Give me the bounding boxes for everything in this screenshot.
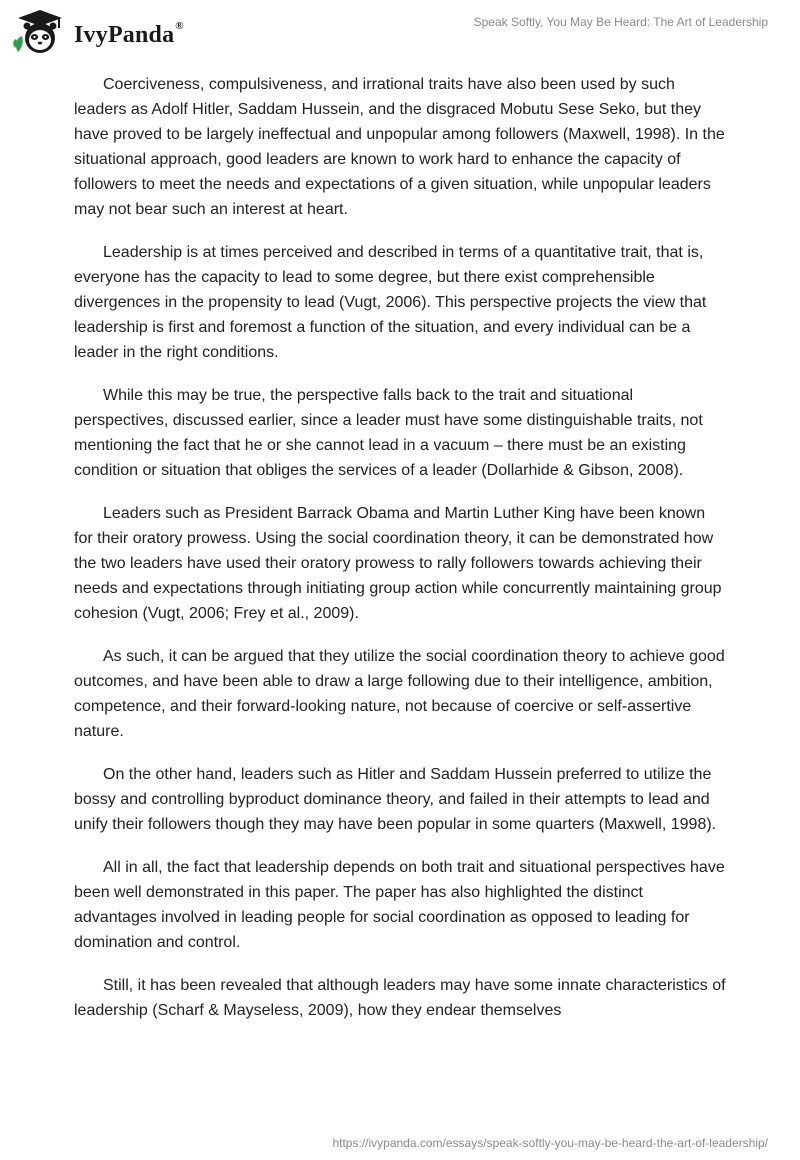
paragraph: While this may be true, the perspective falls back to the trait and situational perspectives, discussed earlier, since a leader must have some distinguishable traits, not mentioning the fact that he or she cannot lead in a vacuum – there must be an existing condition or situation that obliges the services of a leader (Dollarhide & Gibson, 2008). bbox=[74, 387, 703, 479]
ivypanda-logo[interactable] bbox=[12, 8, 184, 56]
footer-url[interactable]: https://ivypanda.com/essays/speak-softly-you-may-be-heard-the-art-of-leadership/ bbox=[332, 1136, 768, 1150]
paragraph: Coerciveness, compulsiveness, and irrational traits have also been used by such leaders as Adolf Hitler, Saddam Hussein, and the disgraced Mobutu Sese Seko, but they have proved to be largely ineffectual and unpopular among followers (Maxwell, 1998). In the situational approach, good leaders are known to work hard to enhance the capacity of followers to meet the needs and expectations of a given situation, while unpopular leaders may not bear such an interest at heart. bbox=[74, 76, 725, 218]
paragraph: As such, it can be argued that they utilize the social coordination theory to achieve good outcomes, and have been able to draw a large following due to their intelligence, ambition, competence, and their forward-looking nature, not because of coercive or self-assertive nature. bbox=[74, 648, 725, 740]
essay-body bbox=[74, 72, 726, 1041]
paragraph: On the other hand, leaders such as Hitler and Saddam Hussein preferred to utilize the bossy and controlling byproduct dominance theory, and failed in their attempts to lead and unify their followers though they may have been popular in some quarters (Maxwell, 1998). bbox=[74, 766, 717, 833]
brand-name: IvyPanda® bbox=[74, 19, 184, 48]
paragraph: All in all, the fact that leadership depends on both trait and situational perspectives have been well demonstrated in this paper. The paper has also highlighted the distinct advantages involved in leading people for social coordination as opposed to leading for domination and control. bbox=[74, 859, 725, 951]
paragraph: Still, it has been revealed that although leaders may have some innate characteristics of leadership (Scharf & Mayseless, 2009), how they endear themselves bbox=[74, 977, 726, 1019]
paragraph: Leadership is at times perceived and described in terms of a quantitative trait, that is, everyone has the capacity to lead to some degree, but there exist comprehensible divergences in the propensity to lead (Vugt, 2006). This perspective projects the view that leadership is first and foremost a function of the situation, and every individual can be a leader in the right conditions. bbox=[74, 244, 707, 361]
paragraph: Leaders such as President Barrack Obama and Martin Luther King have been known for their oratory prowess. Using the social coordination theory, it can be demonstrated how the two leaders have used their oratory prowess to rally followers towards achieving their needs and expectations through initiating group action while concurrently maintaining group cohesion (Vugt, 2006; Frey et al., 2009). bbox=[74, 505, 722, 622]
panda-graduate-icon bbox=[12, 8, 68, 56]
document-title: Speak Softly, You May Be Heard: The Art of Leadership bbox=[473, 15, 768, 29]
page-header bbox=[0, 0, 800, 60]
